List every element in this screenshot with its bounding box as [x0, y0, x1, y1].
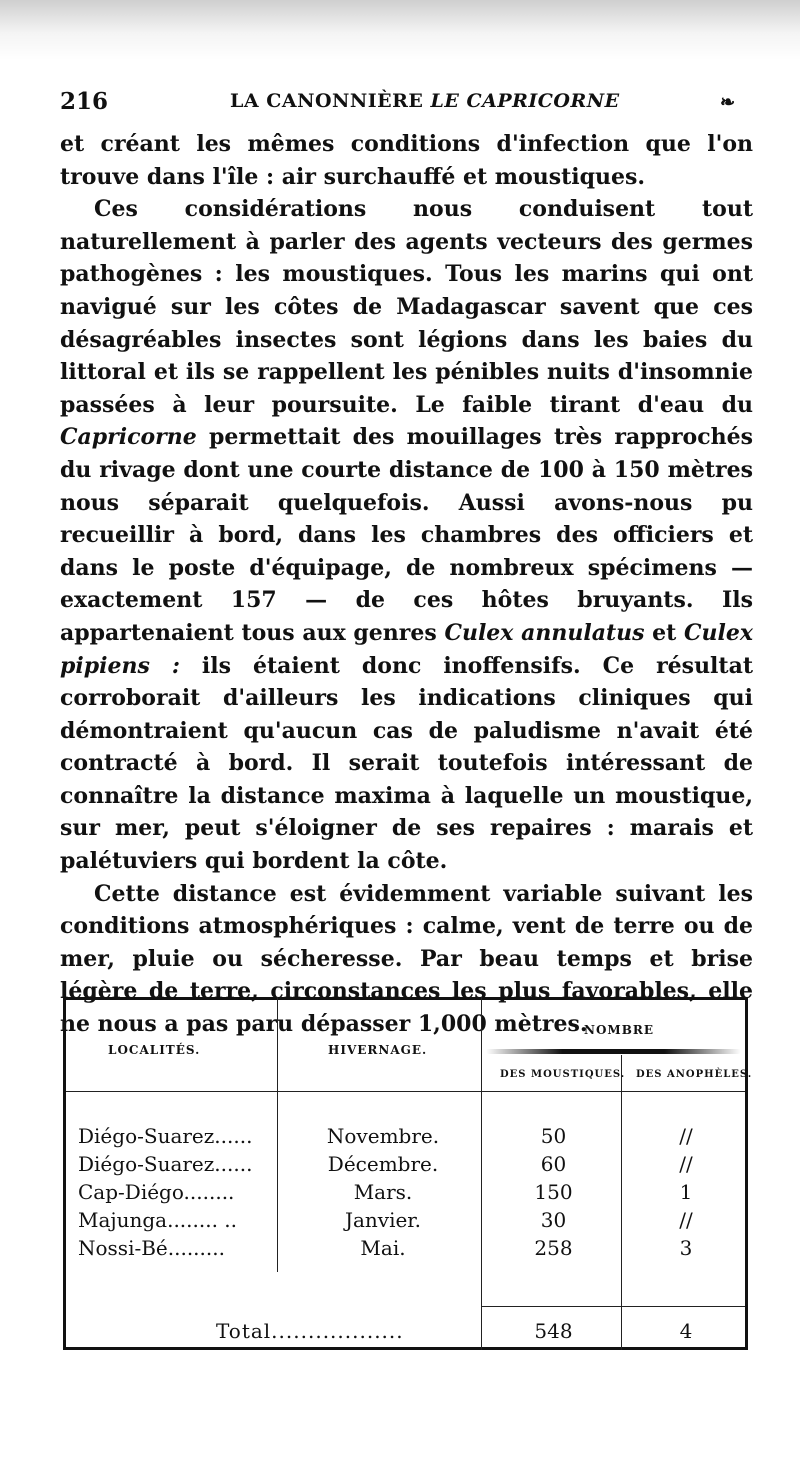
paragraph-1: et créant les mêmes conditions d'infection que l'on trouve dans l'île : air surchauffé et moustiques.: [60, 131, 753, 190]
header-moustiques: DES MOUSTIQUES.: [500, 1069, 626, 1080]
paragraph-2-part-g: ils étaient donc inoffensifs. Ce résultat corroborait d'ailleurs les indications cliniques qui démontraient qu'aucun cas de paludisme n'avait été contracté à bord. Il serait toutefois intéressant de connaître la distance maxima à laquelle un moustique, sur mer, peut s'éloigner de ses repaires : marais et palétuviers qui bordent la côte.: [60, 652, 753, 875]
table-row: [66, 1180, 745, 1208]
table-bottom-rule: [63, 1347, 748, 1350]
nombre-ornament-bar: [486, 1049, 741, 1054]
cell-moustiques: 30: [540, 1208, 567, 1232]
table-row: [66, 1152, 745, 1180]
body-text: [60, 128, 753, 1041]
running-head: [60, 88, 750, 118]
paragraph-3: Cette distance est évidemment variable suivant les conditions atmosphériques : calme, vent de terre ou de mer, pluie ou sécheresse. Par beau temps et brise légère de terre, circonstances les plus favorables, elle ne nous a pas paru dépasser 1,000 mètres.: [60, 880, 753, 1038]
cell-moustiques: 258: [534, 1236, 573, 1260]
cell-hivernage: Mai.: [360, 1236, 406, 1260]
header-anopheles: DES ANOPHÈLES.: [636, 1069, 753, 1080]
paragraph-2-italic-culex-pipiens: Culex pipiens :: [60, 619, 754, 679]
table-body: [66, 1124, 745, 1264]
paragraph-2-italic-capricorne: Capricorne: [60, 424, 197, 451]
cell-localite: Diégo-Suarez......: [78, 1152, 253, 1176]
cell-hivernage: Décembre.: [327, 1152, 439, 1176]
cell-hivernage: Mars.: [353, 1180, 413, 1204]
total-row: [66, 1319, 745, 1347]
table-top-rule: [63, 997, 748, 1000]
cell-localite: Majunga........ ..: [78, 1208, 238, 1232]
total-moustiques: 548: [534, 1319, 573, 1343]
cell-anopheles: //: [679, 1208, 693, 1232]
table-header-rule: [66, 1091, 745, 1092]
page-number: 216: [60, 88, 109, 115]
table-row: [66, 1124, 745, 1152]
table-row: [66, 1236, 745, 1264]
cell-anopheles: 1: [679, 1180, 693, 1204]
cell-anopheles: //: [679, 1124, 693, 1148]
total-label: Total..................: [216, 1319, 404, 1343]
cell-moustiques: 150: [534, 1180, 573, 1204]
running-title-plain: LA CANONNIÈRE: [230, 90, 431, 112]
running-title: [230, 90, 620, 112]
cell-moustiques: 60: [540, 1152, 567, 1176]
cell-anopheles: //: [679, 1152, 693, 1176]
cell-localite: Diégo-Suarez......: [78, 1124, 253, 1148]
mosquito-table: [63, 997, 753, 1350]
running-title-italic: LE CAPRICORNE: [430, 90, 620, 112]
cell-hivernage: Janvier.: [344, 1208, 422, 1232]
cell-localite: Nossi-Bé.........: [78, 1236, 225, 1260]
table-total-rule: [481, 1306, 745, 1307]
total-anopheles: 4: [679, 1319, 693, 1343]
ornament-icon: ❧: [720, 92, 736, 113]
paragraph-2: [60, 193, 753, 877]
cell-localite: Cap-Diégo........: [78, 1180, 235, 1204]
scan-shadow: [0, 0, 800, 60]
table-row: [66, 1208, 745, 1236]
cell-hivernage: Novembre.: [326, 1124, 440, 1148]
cell-moustiques: 50: [540, 1124, 567, 1148]
paragraph-2-italic-culex-annulatus: Culex annulatus: [444, 619, 645, 646]
header-nombre: NOMBRE: [584, 1023, 654, 1037]
paragraph-2-part-c: permettait des mouillages très rapprochés du rivage dont une courte distance de 100 à 150 mètres nous séparait quelquefois. Aussi avons-nous pu recueillir à bord, dans les chambres des officiers et dans le poste d'équipage, de nombreux spécimens — exactement 157 — de ces hôtes bruyants. Ils appartenaient tous aux genres: [60, 424, 753, 646]
paragraph-2-part-e: et: [644, 619, 685, 646]
cell-anopheles: 3: [679, 1236, 693, 1260]
paragraph-2-part-a: Ces considérations nous conduisent tout naturellement à parler des agents vecteurs des germes pathogènes : les moustiques. Tous les marins qui ont navigué sur les côtes de Madagascar savent que ces désagréables insectes sont légions dans les baies du littoral et ils se rappellent les pénibles nuits d'insomnie passées à leur poursuite. Le faible tirant d'eau du: [60, 196, 753, 418]
header-hivernage: HIVERNAGE.: [328, 1043, 428, 1057]
header-localites: LOCALITÉS.: [108, 1043, 201, 1057]
